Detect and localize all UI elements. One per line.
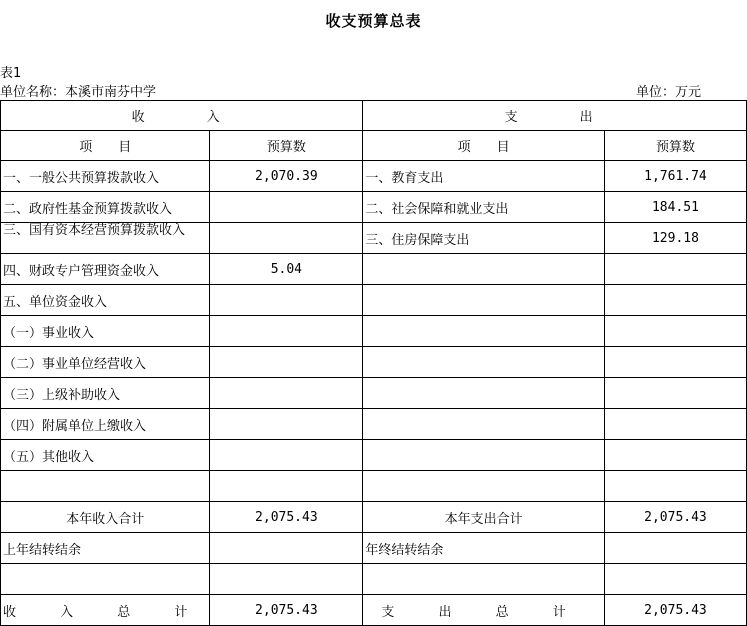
expense-value-cell [604,347,746,378]
expense-item-cell [363,409,605,440]
income-item-cell [1,471,210,502]
expense-value-cell [604,316,746,347]
year-income-total-label: 本年收入合计 [1,502,210,533]
income-value-cell [210,409,363,440]
budget-summary-table [0,100,747,626]
end-balance-value [604,533,746,564]
income-item-cell: （四）附属单位上缴收入 [1,409,210,440]
empty-cell [210,564,363,595]
grand-income-total-label: 收 入 总 计 [1,595,210,626]
expense-section-header: 支 出 [363,101,747,131]
grand-expense-total-label: 支 出 总 计 [363,595,605,626]
expense-item-header: 项 目 [363,131,605,161]
table-row [1,378,747,409]
end-balance-label: 年终结转结余 [363,533,605,564]
grand-income-total-value: 2,075.43 [210,595,363,626]
prev-balance-value [210,533,363,564]
income-value-cell [210,440,363,471]
expense-item-cell [363,378,605,409]
expense-value-cell [604,440,746,471]
expense-value-cell: 1,761.74 [604,161,746,192]
empty-cell [1,564,210,595]
income-item-header: 项 目 [1,131,210,161]
expense-item-cell: 一、教育支出 [363,161,605,192]
balance-row [1,533,747,564]
income-value-cell [210,316,363,347]
prev-balance-label: 上年结转结余 [1,533,210,564]
section-header-row [1,101,747,131]
table-row [1,440,747,471]
expense-value-cell [604,409,746,440]
table-row [1,409,747,440]
column-header-row [1,131,747,161]
empty-cell [604,564,746,595]
empty-cell [363,564,605,595]
year-income-total-value: 2,075.43 [210,502,363,533]
income-value-cell: 2,070.39 [210,161,363,192]
expense-value-cell: 129.18 [604,223,746,254]
income-item-cell: 三、国有资本经营预算拨款收入 [1,223,210,254]
table-row [1,192,747,223]
expense-item-cell [363,316,605,347]
unit-name: 单位名称：本溪市南芬中学 [0,85,157,100]
expense-item-cell [363,440,605,471]
income-item-cell: （五）其他收入 [1,440,210,471]
table-row [1,223,747,254]
table-row [1,347,747,378]
income-item-cell: （一）事业收入 [1,316,210,347]
table-row [1,564,747,595]
year-total-row [1,502,747,533]
expense-item-cell [363,347,605,378]
income-value-cell [210,223,363,254]
grand-total-row [1,595,747,626]
expense-item-cell: 三、住房保障支出 [363,223,605,254]
table-row [1,316,747,347]
expense-item-cell [363,471,605,502]
page-title: 收支预算总表 [325,12,422,30]
expense-item-cell: 二、社会保障和就业支出 [363,192,605,223]
expense-item-cell [363,254,605,285]
year-expense-total-value: 2,075.43 [604,502,746,533]
income-value-cell [210,471,363,502]
income-value-cell [210,378,363,409]
income-item-cell: 五、单位资金收入 [1,285,210,316]
expense-value-cell [604,378,746,409]
grand-expense-total-value: 2,075.43 [604,595,746,626]
income-value-cell [210,285,363,316]
income-item-cell: （三）上级补助收入 [1,378,210,409]
expense-budget-header: 预算数 [604,131,746,161]
expense-item-cell [363,285,605,316]
income-item-cell: （二）事业单位经营收入 [1,347,210,378]
income-value-cell [210,347,363,378]
income-item-cell: 二、政府性基金预算拨款收入 [1,192,210,223]
income-budget-header: 预算数 [210,131,363,161]
year-expense-total-label: 本年支出合计 [363,502,605,533]
income-item-cell: 四、财政专户管理资金收入 [1,254,210,285]
table-number: 表1 [0,66,22,81]
table-row [1,254,747,285]
income-value-cell: 5.04 [210,254,363,285]
income-value-cell [210,192,363,223]
expense-value-cell [604,285,746,316]
income-section-header: 收 入 [1,101,363,131]
unit-label: 单位：万元 [636,85,702,100]
income-item-cell: 一、一般公共预算拨款收入 [1,161,210,192]
expense-value-cell: 184.51 [604,192,746,223]
table-row [1,285,747,316]
table-row [1,161,747,192]
table-row [1,471,747,502]
expense-value-cell [604,471,746,502]
expense-value-cell [604,254,746,285]
